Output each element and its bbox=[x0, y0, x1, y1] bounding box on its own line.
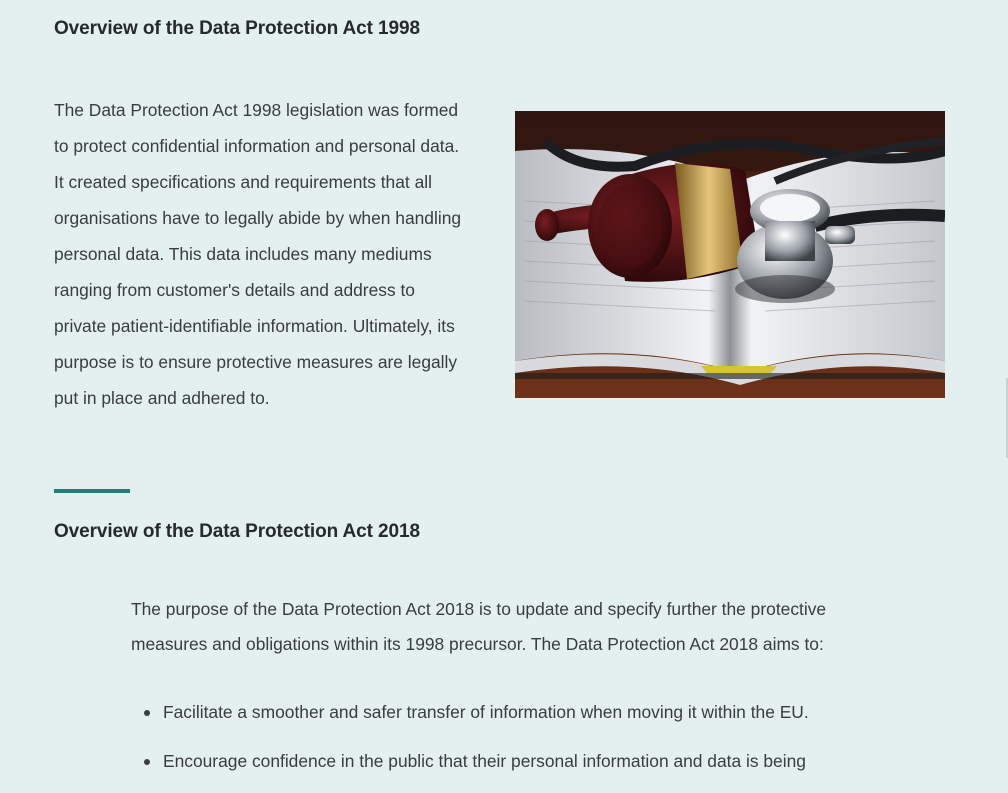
section-heading-1998: Overview of the Data Protection Act 1998 bbox=[54, 18, 420, 39]
section-intro-2018: The purpose of the Data Protection Act 2018 is to update and specify further the protective measures and obligations within its 1998 precursor. The Data Protection Act 2018 aims to: bbox=[131, 599, 827, 654]
section-paragraph-1998: The Data Protection Act 1998 legislation was formed to protect confidential information and personal data. It created specifications and requirements that all organisations have to legally abide by when handling personal data. This data includes many mediums ranging from customer's details and address to private patient-identifiable information. Ultimately, its purpose is to ensure protective measures are legally put in place and adhered to. bbox=[54, 100, 462, 408]
list-item-text: Encourage confidence in the public that their personal information and data is being bbox=[163, 751, 806, 771]
list-item-text: Facilitate a smoother and safer transfer of information when moving it within the EU. bbox=[163, 702, 809, 722]
bullet-icon bbox=[144, 710, 150, 716]
bullet-icon bbox=[144, 759, 150, 765]
list-item bbox=[131, 695, 891, 730]
section-heading-2018: Overview of the Data Protection Act 2018 bbox=[54, 521, 420, 542]
aims-list bbox=[131, 695, 891, 793]
section-divider bbox=[54, 489, 130, 493]
gavel-stethoscope-image bbox=[515, 111, 945, 398]
list-item bbox=[131, 744, 891, 779]
